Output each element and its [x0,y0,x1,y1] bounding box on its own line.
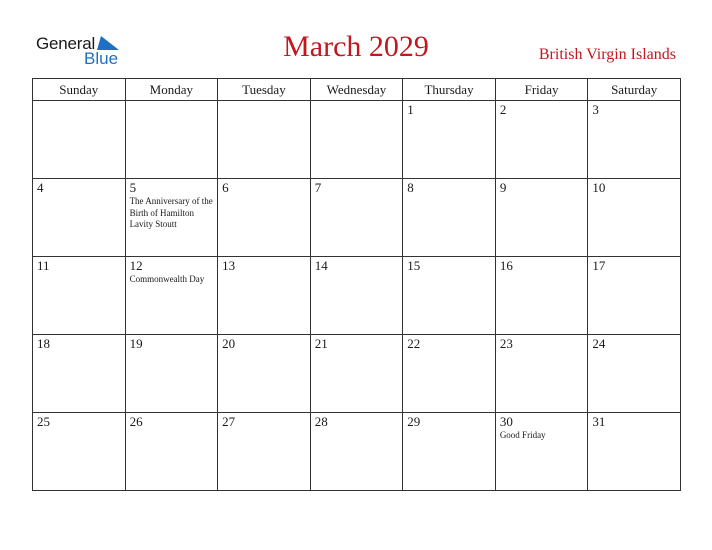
logo-text-blue: Blue [84,49,119,68]
day-number: 11 [37,258,50,273]
day-cell [310,101,403,179]
day-number: 20 [222,336,236,351]
day-cell [33,179,126,257]
day-cell [125,335,218,413]
day-cell [125,179,218,257]
day-cell [495,101,588,179]
day-cell [403,101,496,179]
day-cell [495,335,588,413]
week-row [33,335,681,413]
day-cell [218,179,311,257]
country-name: British Virgin Islands [538,46,676,63]
day-cell [125,257,218,335]
day-number: 14 [314,258,328,273]
day-number: 12 [129,258,143,273]
day-cell [125,413,218,491]
calendar-grid [32,78,681,491]
day-number: 1 [407,102,414,117]
day-cell [588,413,681,491]
weekday-header: Sunday [33,79,126,101]
day-cell [310,257,403,335]
day-number: 16 [499,258,513,273]
day-number: 28 [314,414,328,429]
day-cell [218,257,311,335]
weekday-header: Thursday [403,79,496,101]
holiday-label: Good Friday [499,430,546,440]
day-number: 9 [499,180,507,195]
day-number: 29 [407,414,421,429]
day-cell [33,413,126,491]
week-row [33,413,681,491]
day-cell [588,257,681,335]
day-cell [403,335,496,413]
day-number: 8 [407,180,414,195]
day-cell [218,101,311,179]
weekday-header: Friday [495,79,588,101]
day-number: 7 [314,180,322,195]
weekday-header: Saturday [588,79,681,101]
day-cell [218,335,311,413]
day-number: 30 [499,414,513,429]
day-number: 10 [592,180,606,195]
day-cell [33,257,126,335]
day-number: 22 [407,336,421,351]
holiday-label: Commonwealth Day [129,274,205,284]
day-cell [33,101,126,179]
day-number: 26 [129,414,143,429]
day-cell [495,413,588,491]
day-number: 25 [37,414,50,429]
day-cell [310,335,403,413]
day-cell [588,179,681,257]
day-cell [588,335,681,413]
day-number: 2 [499,102,507,117]
day-cell [403,413,496,491]
day-number: 31 [592,414,606,429]
day-cell [403,179,496,257]
week-row [33,101,681,179]
day-number: 15 [407,258,421,273]
day-number: 21 [314,336,328,351]
page-title: March 2029 [283,30,429,63]
day-cell [588,101,681,179]
day-cell [310,413,403,491]
day-number: 24 [592,336,606,351]
day-number: 27 [222,414,236,429]
week-row [33,179,681,257]
holiday-label: The Anniversary of the Birth of Hamilton Lavity Stoutt [129,196,213,229]
day-number: 3 [592,102,599,117]
day-cell [310,179,403,257]
day-number: 13 [222,258,236,273]
day-number: 19 [129,336,143,351]
logo-text-general: General [36,34,96,53]
day-number: 5 [129,180,137,195]
day-number: 17 [592,258,606,273]
day-cell [495,257,588,335]
weekday-header: Tuesday [218,79,311,101]
day-cell [218,413,311,491]
weekday-header: Monday [125,79,218,101]
day-number: 4 [37,180,44,195]
weekday-header-row [33,79,681,101]
day-number: 6 [222,180,229,195]
day-cell [495,179,588,257]
day-cell [125,101,218,179]
day-number: 18 [37,336,50,351]
week-row [33,257,681,335]
day-cell [403,257,496,335]
day-cell [33,335,126,413]
day-number: 23 [499,336,513,351]
weekday-header: Wednesday [310,79,403,101]
